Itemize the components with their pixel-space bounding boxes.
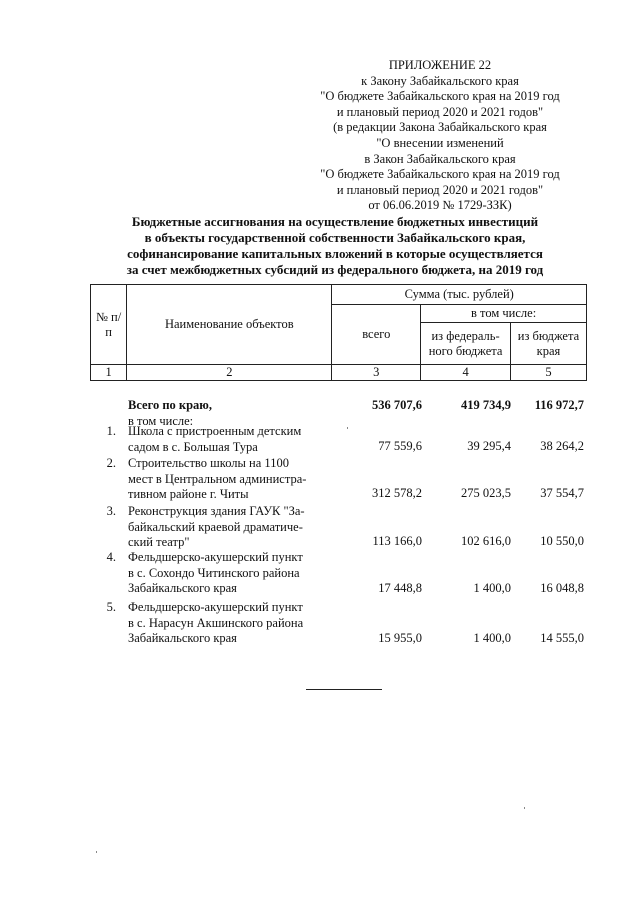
col-number: 4 xyxy=(421,365,511,381)
row-name-line: Фельдшерско-акушерский пункт xyxy=(128,600,303,614)
scan-speck xyxy=(347,427,348,429)
title-line: Бюджетные ассигнования на осуществление бюджетных инвестиций xyxy=(131,214,539,229)
row-total: 17 448,8 xyxy=(378,581,422,595)
row-name xyxy=(128,456,338,503)
title-line: софинансирование капитальных вложений в которые осуществляется xyxy=(127,246,543,261)
annex-line: "О бюджете Забайкальского края на 2019 год xyxy=(320,167,560,182)
row-name-line: Строительство школы на 1100 xyxy=(128,456,289,470)
row-name-line: байкальский краевой драматиче- xyxy=(128,519,303,534)
row-regional: 14 555,0 xyxy=(540,631,584,645)
header-name: Наименование объектов xyxy=(127,285,332,365)
row-name-line: Фельдшерско-акушерский пункт xyxy=(128,550,303,564)
row-total: 113 166,0 xyxy=(372,534,422,548)
annex-line: к Закону Забайкальского края xyxy=(361,73,519,88)
col-number: 5 xyxy=(510,365,586,381)
row-federal: 102 616,0 xyxy=(461,534,511,548)
title-line: за счет межбюджетных субсидий из федерального бюджета, на 2019 год xyxy=(126,262,544,277)
row-total: 77 559,6 xyxy=(378,439,422,453)
annex-line: от 06.06.2019 № 1729-ЗЗК) xyxy=(368,198,512,213)
row-name-line: мест в Центральном администра- xyxy=(128,471,307,486)
row-name-line: Реконструкция здания ГАУК "За- xyxy=(128,504,305,518)
row-name-line: Забайкальского края xyxy=(128,631,237,645)
total-regional: 116 972,7 xyxy=(534,398,584,412)
total-federal: 419 734,9 xyxy=(461,398,511,412)
row-name-line: Школа с пристроенным детским xyxy=(128,424,302,438)
col-number: 3 xyxy=(332,365,421,381)
row-federal: 1 400,0 xyxy=(473,631,511,645)
total-all: 536 707,6 xyxy=(372,398,422,412)
annex-line: (в редакции Закона Забайкальского края xyxy=(333,120,547,135)
annex-header xyxy=(300,58,580,214)
table-header xyxy=(90,284,587,381)
row-federal: 1 400,0 xyxy=(473,581,511,595)
row-name-line: в с. Нарасун Акшинского района xyxy=(128,615,304,630)
row-federal: 275 023,5 xyxy=(461,486,511,500)
title-line: в объекты государственной собственности Забайкальского края, xyxy=(144,230,526,245)
col-number: 1 xyxy=(91,365,127,381)
row-number: 4. xyxy=(106,550,116,564)
row-regional: 16 048,8 xyxy=(540,581,584,595)
row-number: 1. xyxy=(106,424,116,438)
row-name-line: ский театр" xyxy=(128,535,190,549)
annex-line: "О бюджете Забайкальского края на 2019 год xyxy=(320,89,560,104)
header-federal: из федераль-ного бюджета xyxy=(421,323,511,365)
annex-line: ПРИЛОЖЕНИЕ 22 xyxy=(388,58,492,72)
row-name xyxy=(128,504,338,551)
total-sublabel: в том числе: xyxy=(128,414,194,428)
header-including: в том числе: xyxy=(421,305,587,323)
row-total: 312 578,2 xyxy=(372,486,422,500)
annex-line: в Закон Забайкальского края xyxy=(364,151,516,166)
end-rule xyxy=(306,689,382,690)
header-regional: из бюджета края xyxy=(510,323,586,365)
row-number: 2. xyxy=(106,456,116,470)
header-total: всего xyxy=(332,305,421,365)
scan-speck xyxy=(96,851,97,853)
row-name xyxy=(128,550,338,597)
row-regional: 38 264,2 xyxy=(540,439,584,453)
total-label: Всего по краю, xyxy=(128,398,212,412)
row-federal: 39 295,4 xyxy=(467,439,511,453)
scan-speck xyxy=(524,807,525,809)
row-regional: 37 554,7 xyxy=(540,486,584,500)
row-total: 15 955,0 xyxy=(378,631,422,645)
row-name-line: садом в с. Большая Тура xyxy=(128,439,258,454)
col-number: 2 xyxy=(127,365,332,381)
annex-line: и плановый период 2020 и 2021 годов" xyxy=(336,104,544,119)
row-regional: 10 550,0 xyxy=(540,534,584,548)
row-name xyxy=(128,600,338,647)
row-number: 3. xyxy=(106,504,116,518)
row-name-line: Забайкальского края xyxy=(128,581,237,595)
header-sum: Сумма (тыс. рублей) xyxy=(332,285,587,305)
annex-line: "О внесении изменений xyxy=(376,135,504,150)
row-number: 5. xyxy=(106,600,116,614)
document-title xyxy=(100,214,570,278)
header-num: № п/п xyxy=(91,285,127,365)
row-name xyxy=(128,424,338,455)
row-name-line: в с. Сохондо Читинского района xyxy=(128,565,300,580)
annex-line: и плановый период 2020 и 2021 годов" xyxy=(336,182,544,197)
row-name-line: тивном районе г. Читы xyxy=(128,487,249,501)
